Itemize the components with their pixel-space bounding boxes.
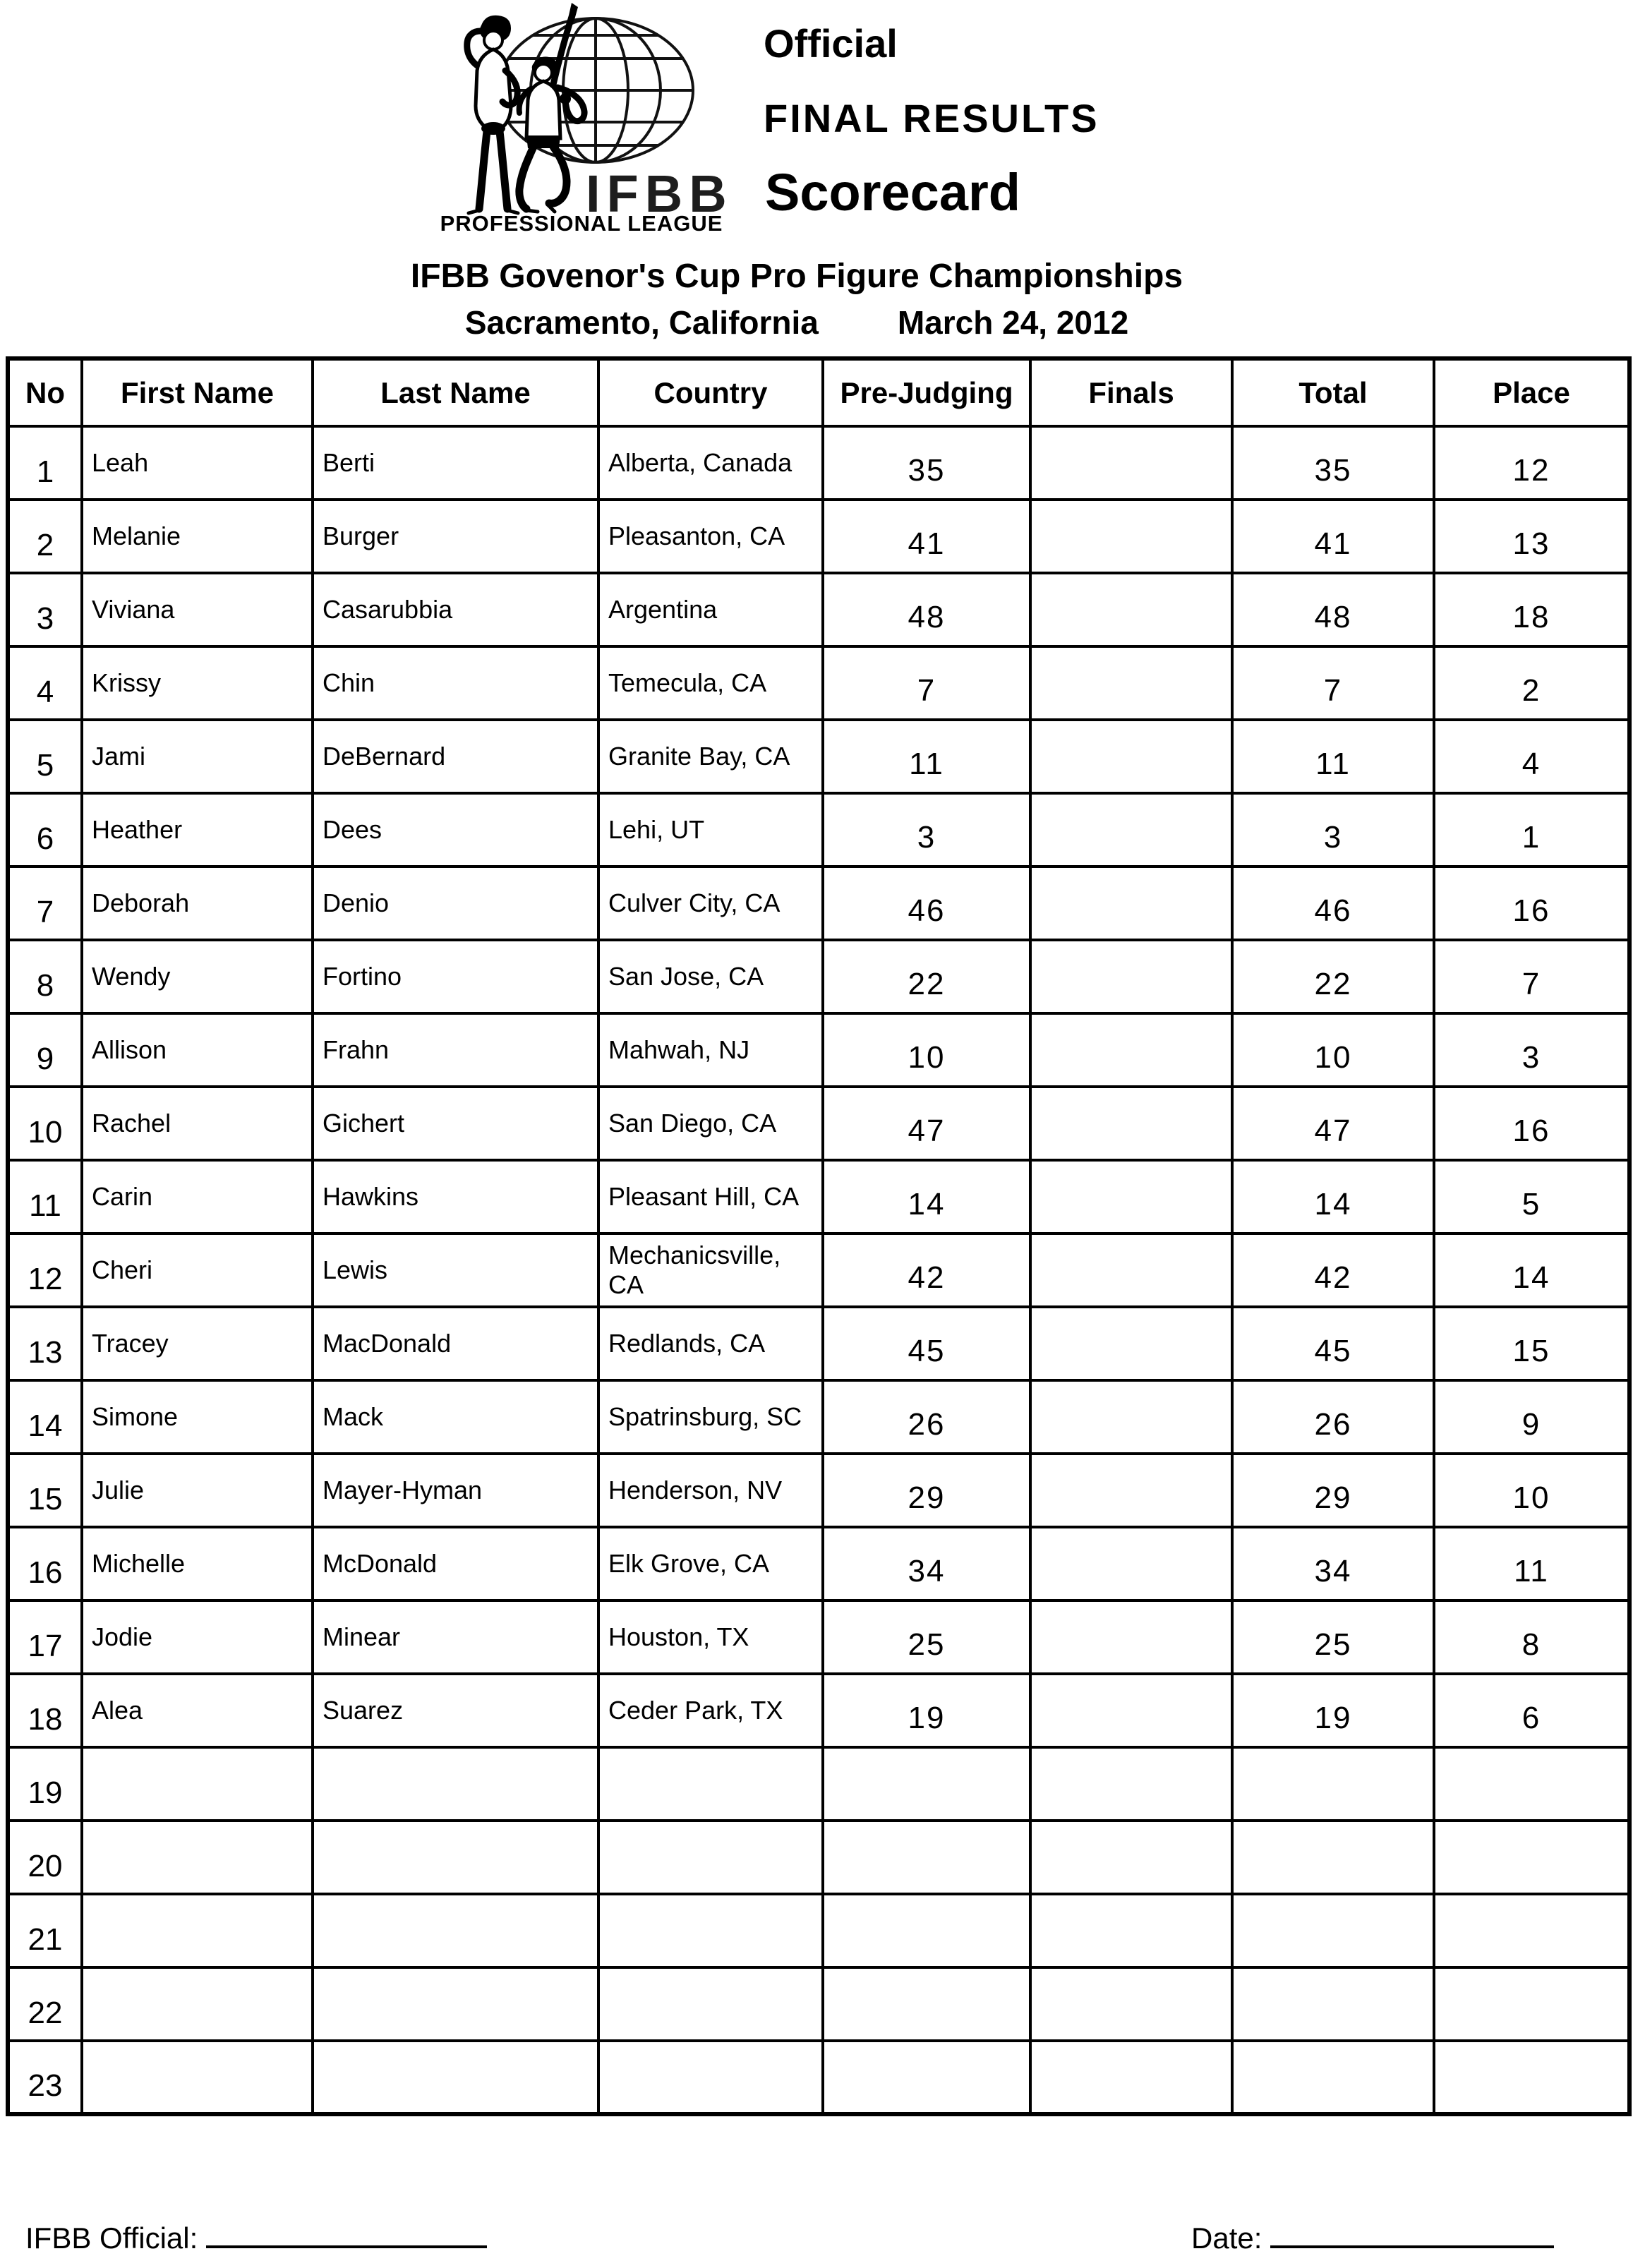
cell-pre-judging: 46 [823,867,1030,940]
cell-total: 29 [1232,1454,1434,1527]
col-header-no: No [8,358,82,426]
cell-first-name: Viviana [82,573,313,646]
table-row [8,1967,1629,2041]
col-header-last-name: Last Name [313,358,598,426]
cell-finals [1030,1454,1232,1527]
cell-pre-judging [823,1747,1030,1821]
cell-first-name [82,1821,313,1894]
cell-country: San Jose, CA [598,940,823,1013]
table-row [8,426,1629,500]
cell-first-name: Jami [82,720,313,793]
event-date: March 24, 2012 [897,304,1129,341]
results-table [6,356,1632,2116]
cell-place: 7 [1434,940,1629,1013]
cell-total: 19 [1232,1674,1434,1747]
cell-last-name: Chin [313,646,598,720]
cell-place: 2 [1434,646,1629,720]
cell-place: 16 [1434,1087,1629,1160]
table-row [8,1747,1629,1821]
logo-org-suffix: PROFESSIONAL LEAGUE [440,211,723,236]
col-header-country: Country [598,358,823,426]
cell-first-name: Allison [82,1013,313,1087]
cell-finals [1030,1160,1232,1233]
cell-last-name: Frahn [313,1013,598,1087]
cell-place: 16 [1434,867,1629,940]
cell-pre-judging: 35 [823,426,1030,500]
cell-pre-judging: 25 [823,1600,1030,1674]
table-row [8,1674,1629,1747]
cell-country [598,1821,823,1894]
cell-last-name: Burger [313,500,598,573]
cell-no: 21 [8,1894,82,1967]
cell-place [1434,1821,1629,1894]
cell-finals [1030,426,1232,500]
cell-finals [1030,1380,1232,1454]
cell-first-name: Rachel [82,1087,313,1160]
cell-finals [1030,500,1232,573]
cell-finals [1030,1013,1232,1087]
cell-total [1232,1821,1434,1894]
cell-first-name: Jodie [82,1600,313,1674]
cell-place: 12 [1434,426,1629,500]
cell-country: Houston, TX [598,1600,823,1674]
cell-pre-judging: 29 [823,1454,1030,1527]
cell-finals [1030,793,1232,867]
cell-last-name [313,1821,598,1894]
cell-place: 10 [1434,1454,1629,1527]
cell-pre-judging: 11 [823,720,1030,793]
cell-finals [1030,2041,1232,2114]
cell-country: Spatrinsburg, SC [598,1380,823,1454]
cell-place: 1 [1434,793,1629,867]
table-row [8,1821,1629,1894]
cell-place: 13 [1434,500,1629,573]
cell-total: 14 [1232,1160,1434,1233]
cell-no: 13 [8,1307,82,1380]
results-body [8,426,1629,2114]
cell-last-name: Gichert [313,1087,598,1160]
cell-first-name [82,2041,313,2114]
cell-no: 19 [8,1747,82,1821]
cell-place: 14 [1434,1233,1629,1307]
cell-pre-judging: 41 [823,500,1030,573]
cell-place: 8 [1434,1600,1629,1674]
cell-pre-judging [823,1967,1030,2041]
table-row [8,1233,1629,1307]
cell-total: 46 [1232,867,1434,940]
table-row [8,1527,1629,1600]
cell-country: Mahwah, NJ [598,1013,823,1087]
table-header-row [8,358,1629,426]
cell-last-name: Berti [313,426,598,500]
official-signature-line [206,2227,487,2248]
cell-country: Lehi, UT [598,793,823,867]
cell-total: 45 [1232,1307,1434,1380]
cell-finals [1030,720,1232,793]
cell-country: Pleasanton, CA [598,500,823,573]
cell-total: 34 [1232,1527,1434,1600]
cell-country [598,1894,823,1967]
cell-first-name: Carin [82,1160,313,1233]
cell-finals [1030,940,1232,1013]
table-row [8,720,1629,793]
cell-pre-judging: 7 [823,646,1030,720]
col-header-place: Place [1434,358,1629,426]
cell-no: 7 [8,867,82,940]
cell-total: 26 [1232,1380,1434,1454]
cell-no: 15 [8,1454,82,1527]
official-signature-label: IFBB Official: [25,2221,198,2255]
date-label: Date: [1191,2221,1263,2255]
col-header-finals: Finals [1030,358,1232,426]
cell-first-name: Heather [82,793,313,867]
table-row [8,867,1629,940]
cell-place [1434,1747,1629,1821]
cell-finals [1030,1087,1232,1160]
cell-no: 1 [8,426,82,500]
cell-first-name: Michelle [82,1527,313,1600]
cell-first-name: Tracey [82,1307,313,1380]
cell-country: San Diego, CA [598,1087,823,1160]
cell-total [1232,1894,1434,1967]
table-row [8,793,1629,867]
cell-country: Elk Grove, CA [598,1527,823,1600]
cell-no: 8 [8,940,82,1013]
cell-no: 18 [8,1674,82,1747]
cell-last-name: MacDonald [313,1307,598,1380]
cell-last-name [313,2041,598,2114]
table-row [8,940,1629,1013]
cell-no: 22 [8,1967,82,2041]
cell-total: 25 [1232,1600,1434,1674]
cell-total: 11 [1232,720,1434,793]
cell-country: Argentina [598,573,823,646]
table-row [8,1894,1629,1967]
cell-first-name: Leah [82,426,313,500]
cell-country: Culver City, CA [598,867,823,940]
cell-pre-judging: 48 [823,573,1030,646]
table-row [8,1380,1629,1454]
cell-country [598,1747,823,1821]
cell-first-name: Melanie [82,500,313,573]
table-row [8,573,1629,646]
cell-pre-judging: 10 [823,1013,1030,1087]
cell-total: 7 [1232,646,1434,720]
cell-country: Granite Bay, CA [598,720,823,793]
cell-first-name: Simone [82,1380,313,1454]
cell-total: 48 [1232,573,1434,646]
cell-finals [1030,1747,1232,1821]
cell-country [598,2041,823,2114]
cell-finals [1030,1674,1232,1747]
cell-no: 10 [8,1087,82,1160]
cell-country: Mechanicsville, CA [598,1233,823,1307]
table-row [8,1454,1629,1527]
cell-country: Temecula, CA [598,646,823,720]
cell-pre-judging: 3 [823,793,1030,867]
col-header-total: Total [1232,358,1434,426]
stamp-scorecard: Scorecard [765,163,1020,222]
cell-no: 2 [8,500,82,573]
cell-no: 9 [8,1013,82,1087]
cell-place: 9 [1434,1380,1629,1454]
cell-last-name: Casarubbia [313,573,598,646]
cell-pre-judging [823,1821,1030,1894]
cell-finals [1030,1821,1232,1894]
cell-last-name: Suarez [313,1674,598,1747]
cell-country: Redlands, CA [598,1307,823,1380]
table-row [8,2041,1629,2114]
cell-first-name [82,1894,313,1967]
cell-finals [1030,1894,1232,1967]
cell-place: 4 [1434,720,1629,793]
cell-last-name: Hawkins [313,1160,598,1233]
cell-place: 18 [1434,573,1629,646]
cell-no: 23 [8,2041,82,2114]
cell-country: Ceder Park, TX [598,1674,823,1747]
cell-last-name: Fortino [313,940,598,1013]
cell-pre-judging [823,2041,1030,2114]
cell-pre-judging: 47 [823,1087,1030,1160]
cell-finals [1030,1527,1232,1600]
cell-last-name [313,1894,598,1967]
cell-last-name: Mack [313,1380,598,1454]
cell-total: 22 [1232,940,1434,1013]
cell-last-name: Minear [313,1600,598,1674]
cell-last-name: Dees [313,793,598,867]
table-row [8,1013,1629,1087]
cell-place: 3 [1434,1013,1629,1087]
cell-no: 3 [8,573,82,646]
cell-first-name: Wendy [82,940,313,1013]
cell-finals [1030,1233,1232,1307]
cell-place: 11 [1434,1527,1629,1600]
cell-no: 4 [8,646,82,720]
cell-first-name: Krissy [82,646,313,720]
cell-no: 20 [8,1821,82,1894]
cell-no: 16 [8,1527,82,1600]
cell-last-name: DeBernard [313,720,598,793]
cell-place: 15 [1434,1307,1629,1380]
cell-first-name [82,1747,313,1821]
cell-finals [1030,1307,1232,1380]
cell-first-name [82,1967,313,2041]
cell-pre-judging [823,1894,1030,1967]
cell-country: Alberta, Canada [598,426,823,500]
cell-pre-judging: 19 [823,1674,1030,1747]
cell-last-name [313,1747,598,1821]
cell-place [1434,1894,1629,1967]
cell-total: 41 [1232,500,1434,573]
cell-finals [1030,573,1232,646]
cell-first-name: Alea [82,1674,313,1747]
cell-pre-judging: 22 [823,940,1030,1013]
table-row [8,1307,1629,1380]
stamp-official: Official [764,21,898,66]
cell-total [1232,1967,1434,2041]
stamp-final-results: FINAL RESULTS [764,96,1099,140]
cell-first-name: Julie [82,1454,313,1527]
col-header-first-name: First Name [82,358,313,426]
cell-no: 6 [8,793,82,867]
cell-last-name: Mayer-Hyman [313,1454,598,1527]
col-header-pre-judging: Pre-Judging [823,358,1030,426]
event-location: Sacramento, California [464,304,819,341]
logo-org-acronym: IFBB [586,164,733,223]
cell-last-name: Denio [313,867,598,940]
cell-total [1232,1747,1434,1821]
table-row [8,1160,1629,1233]
cell-finals [1030,867,1232,940]
cell-total: 10 [1232,1013,1434,1087]
cell-pre-judging: 14 [823,1160,1030,1233]
cell-first-name: Deborah [82,867,313,940]
cell-total: 3 [1232,793,1434,867]
table-row [8,1087,1629,1160]
cell-pre-judging: 34 [823,1527,1030,1600]
cell-no: 11 [8,1160,82,1233]
cell-pre-judging: 42 [823,1233,1030,1307]
cell-no: 5 [8,720,82,793]
cell-place [1434,1967,1629,2041]
cell-finals [1030,1600,1232,1674]
cell-no: 17 [8,1600,82,1674]
cell-last-name: McDonald [313,1527,598,1600]
cell-no: 12 [8,1233,82,1307]
table-row [8,1600,1629,1674]
cell-place: 5 [1434,1160,1629,1233]
date-line [1270,2227,1554,2248]
cell-last-name: Lewis [313,1233,598,1307]
cell-finals [1030,646,1232,720]
cell-place [1434,2041,1629,2114]
event-title: IFBB Govenor's Cup Pro Figure Championships [410,258,1183,295]
cell-place: 6 [1434,1674,1629,1747]
cell-pre-judging: 45 [823,1307,1030,1380]
cell-country: Henderson, NV [598,1454,823,1527]
cell-total: 42 [1232,1233,1434,1307]
cell-first-name: Cheri [82,1233,313,1307]
cell-country [598,1967,823,2041]
table-row [8,500,1629,573]
cell-finals [1030,1967,1232,2041]
cell-no: 14 [8,1380,82,1454]
cell-last-name [313,1967,598,2041]
cell-country: Pleasant Hill, CA [598,1160,823,1233]
cell-total [1232,2041,1434,2114]
cell-total: 47 [1232,1087,1434,1160]
table-row [8,646,1629,720]
cell-pre-judging: 26 [823,1380,1030,1454]
cell-total: 35 [1232,426,1434,500]
